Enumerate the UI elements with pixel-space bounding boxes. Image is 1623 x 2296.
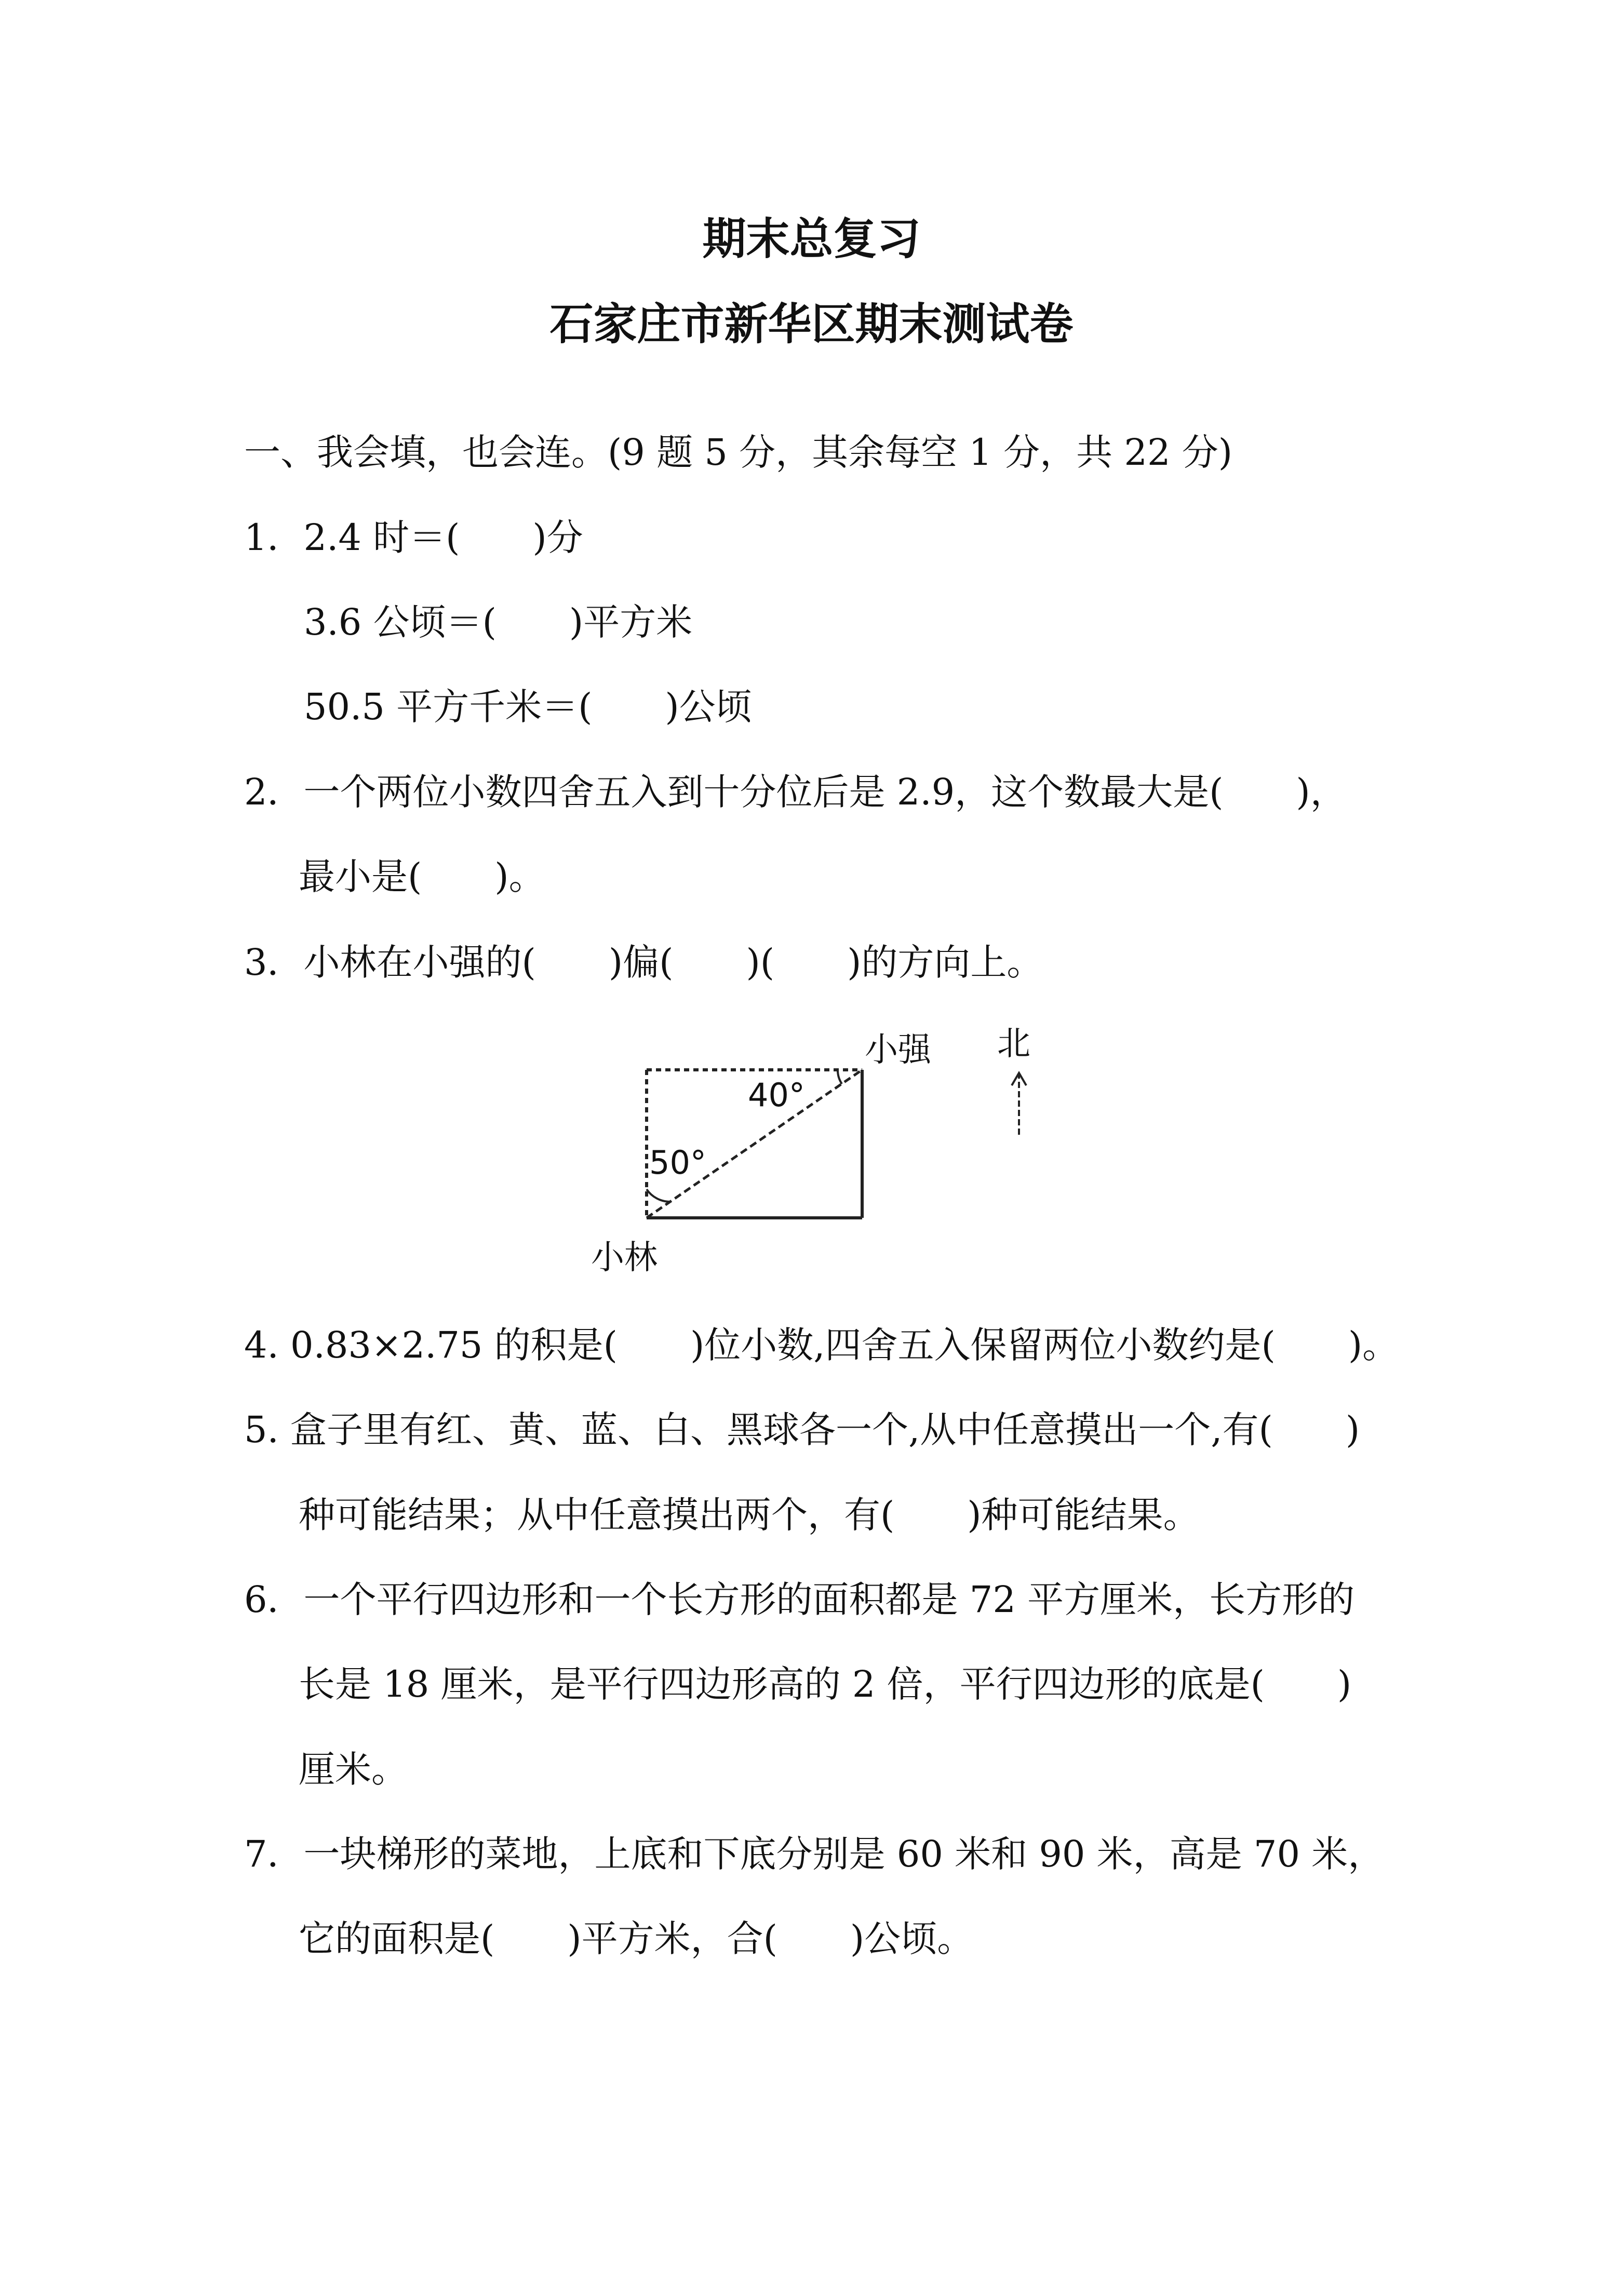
angle-arc-bottom [647,1189,670,1202]
question-1-line-2: 3.6 公顷＝( )平方米 [304,601,693,643]
question-5-line-1: 5. 盒子里有红、黄、蓝、白、黑球各一个,从中任意摸出一个,有( ) [244,1408,1360,1451]
page-subtitle: 石家庄市新华区期末测试卷 [549,299,1074,350]
question-2-line-1: 2．一个两位小数四舍五入到十分位后是 2.9，这个数最大是( )， [244,771,1347,813]
question-1-line-1: 1．2.4 时＝( )分 [244,516,583,559]
angle-label-50: 50° [649,1144,706,1181]
question-6-line-1: 6．一个平行四边形和一个长方形的面积都是 72 平方厘米，长方形的 [244,1578,1355,1621]
page-title: 期末总复习 [702,213,921,264]
question-7-line-2: 它的面积是( )平方米，合( )公顷。 [299,1917,974,1960]
question-4-line-1: 4. 0.83×2.75 的积是( )位小数,四舍五入保留两位小数约是( )。 [244,1324,1399,1366]
label-north: 北 [997,1025,1030,1063]
question-5-line-2: 种可能结果；从中任意摸出两个，有( )种可能结果。 [299,1494,1200,1536]
label-xiaoqiang: 小强 [865,1031,931,1069]
angle-arc-top [838,1070,842,1084]
question-6-line-3: 厘米。 [299,1748,408,1791]
north-arrow-icon [1012,1073,1026,1135]
label-xiaolin: 小林 [591,1239,658,1277]
question-6-line-2: 长是 18 厘米，是平行四边形高的 2 倍，平行四边形的底是( ) [299,1663,1352,1706]
question-7-line-1: 7．一块梯形的菜地，上底和下底分别是 60 米和 90 米，高是 70 米， [244,1833,1385,1875]
section-heading: 一、我会填，也会连。(9 题 5 分，其余每空 1 分，共 22 分) [244,431,1233,474]
question-2-line-2: 最小是( )。 [299,855,545,898]
question-3-line-1: 3．小林在小强的( )偏( )( )的方向上。 [244,941,1043,984]
question-1-line-3: 50.5 平方千米＝( )公顷 [304,686,752,728]
angle-label-40: 40° [748,1076,805,1114]
